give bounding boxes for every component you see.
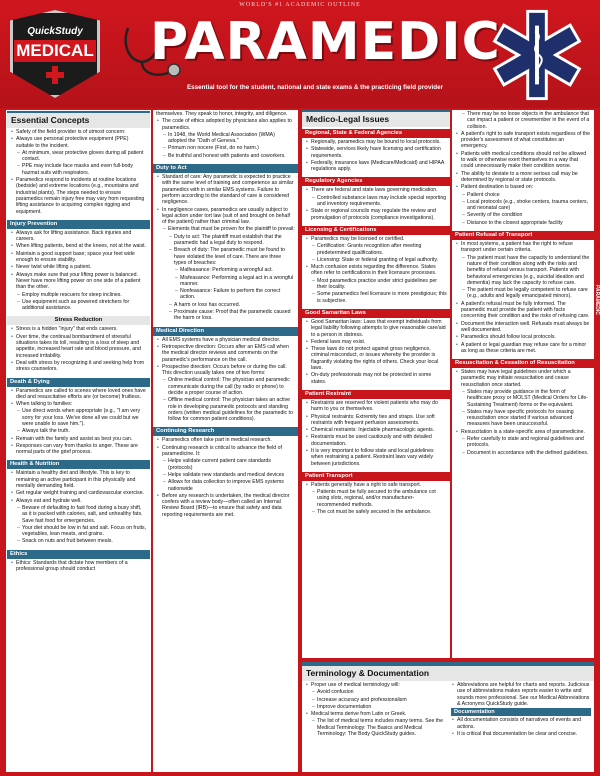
list-item: • Document the interaction well. Refusals must always be well documented. <box>455 321 591 334</box>
publisher-line: WORLD'S #1 ACADEMIC OUTLINE <box>239 2 361 8</box>
list-item: – Severity of the condition <box>461 212 591 218</box>
list-item: • Over time, the continual bombardment of stressful situations takes its toll, resulting in a loss of sleep and appetite, increased heart rate and blood pressure, and increased irritability. <box>10 334 147 359</box>
list-item: • Paramedics are called to scenes where loved ones have died and resuscitative efforts are (or become) fruitless. <box>10 388 147 401</box>
list-item: • A patient's right to safe transport exists regardless of the provider's assessment of what constitutes an emergency. <box>455 131 591 150</box>
list-item: • Federally, insurance laws (Medicare/Medicaid) and HIPAA regulations apply. <box>305 160 447 173</box>
list-item: • Patients with medical conditions should not be allowed to walk or otherwise exert themselves in a way that could unnecessarily make their condition worse. <box>455 151 591 170</box>
list-item: • Statewide, services likely have licensing and certification requirements. <box>305 146 447 159</box>
section-body <box>302 318 450 388</box>
list-item: – Offline medical control: The physician takes an active role in developing paramedic protocols and standing orders (written medical guidelines for the paramedic to follow for common patient conditions). <box>162 397 295 422</box>
section-title-continuing-research: Continuing Research <box>153 427 298 436</box>
list-item: • Ethics: Standards that dictate how members of a professional group should conduct <box>10 560 147 573</box>
list-item: – Malfeasance: Performing a wrongful act. <box>174 267 295 273</box>
section-body <box>7 387 150 459</box>
section-body <box>302 186 450 223</box>
section-body <box>7 128 150 218</box>
list-item: • All documentation consists of narratives of events and actions. <box>451 717 591 730</box>
section-title-death-dying: Death & Dying <box>7 378 150 387</box>
list-item: – A harm or loss has occurred. <box>168 302 295 308</box>
section-body <box>153 436 298 521</box>
terminology-documentation-box <box>302 662 594 772</box>
list-item: – Use equipment such as powered stretchers for additional assistance. <box>16 299 147 312</box>
quickstudy-logo <box>10 10 100 98</box>
list-item: • State or regional councils may regulate the review and promulgation of protocols (compliance investigations). <box>305 208 447 221</box>
section-body <box>7 325 150 375</box>
section-title-medical-direction: Medical Direction <box>153 327 298 336</box>
list-item: – Use direct words when appropriate (e.g., "I am very sorry for your loss. We've done all we could but we were unable to save him."). <box>16 408 147 427</box>
list-item: – There may be no loose objects in the ambulance that can impact a patient or crewmember in the event of a collision. <box>461 111 591 130</box>
list-item: – Misfeasance: Performing a legal act in a wrongful manner. <box>174 275 295 288</box>
list-item: • Good Samaritan laws: Laws that exempt individuals from legal liability following attempts to give reasonable care/aid to a person in distress. <box>305 319 447 338</box>
list-item: – The cot must be safely secured in the ambulance. <box>311 509 447 515</box>
side-tab: PARAMEDIC <box>594 250 600 350</box>
section-body <box>7 229 150 315</box>
section-body <box>302 481 450 518</box>
list-item: • Never twist while lifting a patient. <box>10 264 147 270</box>
list-item: • A patient or legal guardian may refuse care for a minor as long as these criteria are met. <box>455 342 591 355</box>
section-title-duty-to-act: Duty to Act <box>153 164 298 173</box>
terminology-left <box>302 681 448 739</box>
section-body <box>452 110 594 229</box>
column-essential-concepts <box>6 110 151 772</box>
list-item: – Controlled substance laws may include special reporting and inventory requirements. <box>311 195 447 208</box>
section-title-ethics: Ethics <box>7 550 150 559</box>
column-ethics-duty <box>153 110 298 772</box>
list-item: • It is critical that documentation be clear and concise. <box>451 731 591 737</box>
list-item: – Elements that must be proven for the plaintiff to prevail: <box>162 226 295 232</box>
list-item: – PPE may include face masks and even full-body hazmat suits with respirators. <box>16 163 147 176</box>
section-title-medico-legal: Medico-Legal Issues <box>302 110 450 127</box>
list-item: • When lifting patients, bend at the knees, not at the waist. <box>10 243 147 249</box>
list-item: • Paramedics may be licensed or certified. <box>305 236 447 242</box>
list-item: – Licensing: State or federal granting of legal authority. <box>311 257 447 263</box>
list-item: • Paramedics often take part in medical research. <box>156 437 295 443</box>
list-item: • Continuing research is critical to advance the field of paramedicine. It: <box>156 445 295 458</box>
list-item: – Snack on nuts and fruit between meals. <box>16 538 147 544</box>
section-title-injury-prevention: Injury Prevention <box>7 220 150 229</box>
section-title-documentation: Documentation <box>451 708 591 716</box>
list-item: • When talking to families: <box>10 401 147 407</box>
list-item: – Most paramedics practice under strict guidelines per their locality. <box>311 278 447 291</box>
list-item: • Safety of the field provider is of utmost concern: <box>10 129 147 135</box>
page-subtitle: Essential tool for the student, national and state exams & the practicing field provider <box>186 84 444 91</box>
list-item: • Always use personal protective equipment (PPE) suitable to the incident. <box>10 136 147 149</box>
list-item: • Much confusion exists regarding the difference. States often refer to certifications in their licensure processes. <box>305 264 447 277</box>
list-item: – Employ multiple rescuers for steep inclines. <box>16 292 147 298</box>
list-item: • Maintain a healthy diet and lifestyle. This is key to remaining an active participant in this physically and mentally demanding field. <box>10 470 147 489</box>
list-item: • Responses can vary from thanks to anger. These are normal parts of the grief process. <box>10 443 147 456</box>
list-item: • In negligence cases, paramedics are usually subject to legal action under tort law (suit of and brought on behalf of the patient) rather than criminal law. <box>156 207 295 226</box>
section-body <box>7 559 150 576</box>
list-item: – Refer carefully to state and regional guidelines and protocols. <box>461 436 591 449</box>
list-item: • All EMS systems have a physician medical director. <box>156 337 295 343</box>
section-title-terminology: Terminology & Documentation <box>302 664 594 681</box>
list-item: • Patient destination is based on: <box>455 184 591 190</box>
section-body <box>153 336 298 426</box>
list-item: – Distance to the closest appropriate facility <box>461 220 591 226</box>
header <box>0 0 600 108</box>
column-medico-legal <box>302 110 450 658</box>
logo-brand: QuickStudy <box>27 26 83 37</box>
list-item: – In 1948, the World Medical Association (WMA) adopted the "Oath of Geneva." <box>162 132 295 145</box>
list-item: – The patient must be legally competent to refuse care (e.g., adults and legally emancipated minors). <box>461 287 591 300</box>
list-item: – Document in accordance with the defined guidelines. <box>461 450 591 456</box>
list-item: • Prospective direction: Occurs before or during the call. This direction usually takes one of two forms: <box>156 364 295 377</box>
list-item: • States may have legal guidelines under which a paramedic may initiate resuscitation and cease resuscitation once started. <box>455 369 591 388</box>
list-item: • Standard of care: Any paramedic is expected to practice with the same level of training and competence as similar paramedics with in similar EMS systems. Failure to perform according to the standard of care is considered negligence. <box>156 174 295 205</box>
section-title-patient-restraint: Patient Restraint <box>302 390 450 399</box>
list-item: • Retrospective direction: Occurs after an EMS call when the medical director reviews and comments on the paramedic's performance on the call. <box>156 344 295 363</box>
list-item: – Nonfeasance: Failure to perform the correct action. <box>174 288 295 301</box>
list-item: • In most systems, a patient has the right to refuse transport under certain criteria. <box>455 241 591 254</box>
list-item: • Chemical restraints: Injectable pharmacologic agents. <box>305 427 447 433</box>
logo-category: MEDICAL <box>14 40 96 62</box>
list-item: – Your diet should be low in fat and salt. Focus on fruits, vegetables, lean meats, and grains. <box>16 525 147 538</box>
section-title-regulatory: Regulatory Agencies <box>302 177 450 186</box>
list-item: • There are federal and state laws governing medication. <box>305 187 447 193</box>
list-item: • Stress is a hidden "injury" that ends careers. <box>10 326 147 332</box>
list-item: • The code of ethics adopted by physicians also applies to paramedics. <box>156 118 295 131</box>
list-item: • Physical restraints: Extremity ties and straps. Use soft restraints with frequent perfusion assessments. <box>305 414 447 427</box>
list-item: • Medical terms derive from Latin or Greek. <box>305 711 445 717</box>
list-item: • Always ask for lifting assistance. Back injuries and careers. <box>10 230 147 243</box>
list-item: – Local protocols (e.g., stroke centers, trauma centers, and neonatal care) <box>461 199 591 212</box>
list-item: • Resuscitation is a state-specific area of paramedicine. <box>455 429 591 435</box>
section-body <box>153 173 298 325</box>
page-title: PARAMEDIC <box>150 12 501 72</box>
list-item: • On-duty professionals may not be protected in some states. <box>305 372 447 385</box>
terminology-columns <box>302 681 594 739</box>
section-body <box>7 469 150 547</box>
list-item: • Restraints are reserved for violent patients who may do harm to you or themselves. <box>305 400 447 413</box>
list-item: • Patients generally have a right to safe transport. <box>305 482 447 488</box>
list-item: • Paramedics should follow local protocols. <box>455 334 591 340</box>
section-title-stress-reduction: Stress Reduction <box>7 316 150 325</box>
list-item: – Helps validate current patient care standards (protocols) <box>162 458 295 471</box>
list-item: – Increase accuracy and professionalism <box>311 697 445 703</box>
list-item: • Remain with the family and assist as best you can. <box>10 436 147 442</box>
list-item: • These laws do not protect against gross negligence, criminal misconduct, or issues whereby the provider is flagrantly violating the rights of others. Check your local laws. <box>305 346 447 371</box>
section-title-health-nutrition: Health & Nutrition <box>7 460 150 469</box>
list-item: – Helps validate new standards and medical devices <box>162 472 295 478</box>
list-item: • Abbreviations are helpful for charts and reports. Judicious use of abbreviations makes reports easier to write and sounds more professional. See our Medical Abbreviations & Acronyms QuickStudy guide. <box>451 682 591 707</box>
section-body <box>302 235 450 307</box>
list-item: – Avoid confusion <box>311 689 445 695</box>
list-item: • Always make sure that your lifting power is balanced. Never have more lifting power on one side of a patient than the other. <box>10 272 147 291</box>
list-item: • Get regular weight training and cardiovascular exercise. <box>10 490 147 496</box>
section-title-agencies: Regional, State & Federal Agencies <box>302 129 450 138</box>
list-item: – Allows for data collection to improve EMS systems nationwide <box>162 479 295 492</box>
list-item: – Patients must be fully secured to the ambulance cot using slots, regional, and/or manufacturer-recommended methods. <box>311 489 447 508</box>
list-item: • Before any research is undertaken, the medical director confers with a review body—often called an Internal Review Board (IRB)—to ensure that safety and data reporting requirements are met. <box>156 493 295 518</box>
section-title-refusal: Patient Refusal of Transport <box>452 231 594 240</box>
section-title-resuscitation: Resuscitation & Cessation of Resuscitation <box>452 359 594 368</box>
list-item: • A patient's refusal must be fully informed. The paramedic must provide the patient with facts concerning their condition and the risks of refusing care. <box>455 301 591 320</box>
list-item: – Beware of defaulting to fast food during a busy shift, as it is packed with calories, salt, and unhealthy fats. Save fast food for emergencies. <box>16 505 147 524</box>
section-body <box>452 240 594 357</box>
list-item: – Primum non nocere (First, do no harm.) <box>162 145 295 151</box>
list-item: • Maintain a good support base; space your feet wide enough to ensure stability. <box>10 251 147 264</box>
list-item: • Restraints must be used cautiously and with detailed documentation. <box>305 434 447 447</box>
section-title-essential-concepts: Essential Concepts <box>7 111 150 128</box>
list-item: • It is very important to follow state and local guidelines when restraining a patient. Restraint laws vary widely between jurisdictions. <box>305 448 447 467</box>
list-item: • Federal laws may exist. <box>305 339 447 345</box>
section-title-patient-transport: Patient Transport <box>302 472 450 481</box>
list-item: – States may have specific protocols for ceasing resuscitation once started if various advanced measures have been unsuccessful. <box>461 409 591 428</box>
list-item: • The ability to deviate to a more serious call may be determined by regional or state protocols. <box>455 171 591 184</box>
list-item: – At minimum, wear protective gloves during all patient contact. <box>16 150 147 163</box>
list-item: – Duty to act: The plaintiff must establish that the paramedic had a legal duty to respond. <box>168 234 295 247</box>
section-title-licensing: Licensing & Certifications <box>302 226 450 235</box>
list-item: • Deal with stress by recognizing it and seeking help from stress counselors. <box>10 360 147 373</box>
section-body <box>452 368 594 459</box>
list-item: – Breach of duty: The paramedic must be found to have violated the level of care. There are three types of breaches: <box>168 247 295 266</box>
list-item: • Proper use of medical terminology will: <box>305 682 445 688</box>
medical-cross-icon <box>46 66 64 84</box>
column-transport-refusal <box>452 110 594 658</box>
list-item: – The list of medical terms includes many terms. See the Medical Terminology: The Basics and Medical Terminology: The Body QuickStudy guides. <box>311 718 445 737</box>
section-body <box>302 138 450 175</box>
list-item: – Always talk the truth. <box>16 428 147 434</box>
list-item: • Paramedics respond to incidents at routine locations (bedside) and extreme locations (e.g., mountains and industrial plants). The steps needed to ensure paramedics remain injury free may vary from requesting lifting assistance to acquiring complex rigging and equipment. <box>10 177 147 215</box>
star-of-life-icon <box>488 6 586 104</box>
list-item: • Always eat and hydrate well. <box>10 498 147 504</box>
text-block: themselves. They speak to honor, integrity, and diligence. <box>156 111 288 117</box>
list-item: – Patient choice <box>461 192 591 198</box>
list-item: – States may provide guidance in the form of healthcare proxy or MOLST (Medical Orders for Life-Sustaining Treatment) forms or the equivalent. <box>461 389 591 408</box>
list-item: – Certification: Grants recognition after meeting predetermined qualifications. <box>311 243 447 256</box>
list-item: • Regionally, paramedics may be bound to local protocols. <box>305 139 447 145</box>
list-item: – Online medical control: The physician and paramedic communicate during the call (by radio or phone) to decide a proper course of action. <box>162 377 295 396</box>
list-item: – Proximate cause: Proof that the paramedic caused the harm or loss. <box>168 309 295 322</box>
section-body <box>153 110 298 162</box>
list-item: – Some paramedics feel licensure is more prestigious; this is subjective. <box>311 291 447 304</box>
list-item: – The patient must have the capacity to understand the nature of their condition along with the risks and benefits of refusal versus transport. Patients with behavioral emergencies (e.g., suicidal ideation and dementia) may lack the capacity to refuse care. <box>461 255 591 286</box>
section-title-good-samaritan: Good Samaritan Laws <box>302 309 450 318</box>
terminology-right <box>448 681 594 739</box>
section-body <box>302 399 450 470</box>
list-item: – Be truthful and honest with patients and coworkers. <box>162 153 295 159</box>
list-item: – Improve documentation <box>311 704 445 710</box>
